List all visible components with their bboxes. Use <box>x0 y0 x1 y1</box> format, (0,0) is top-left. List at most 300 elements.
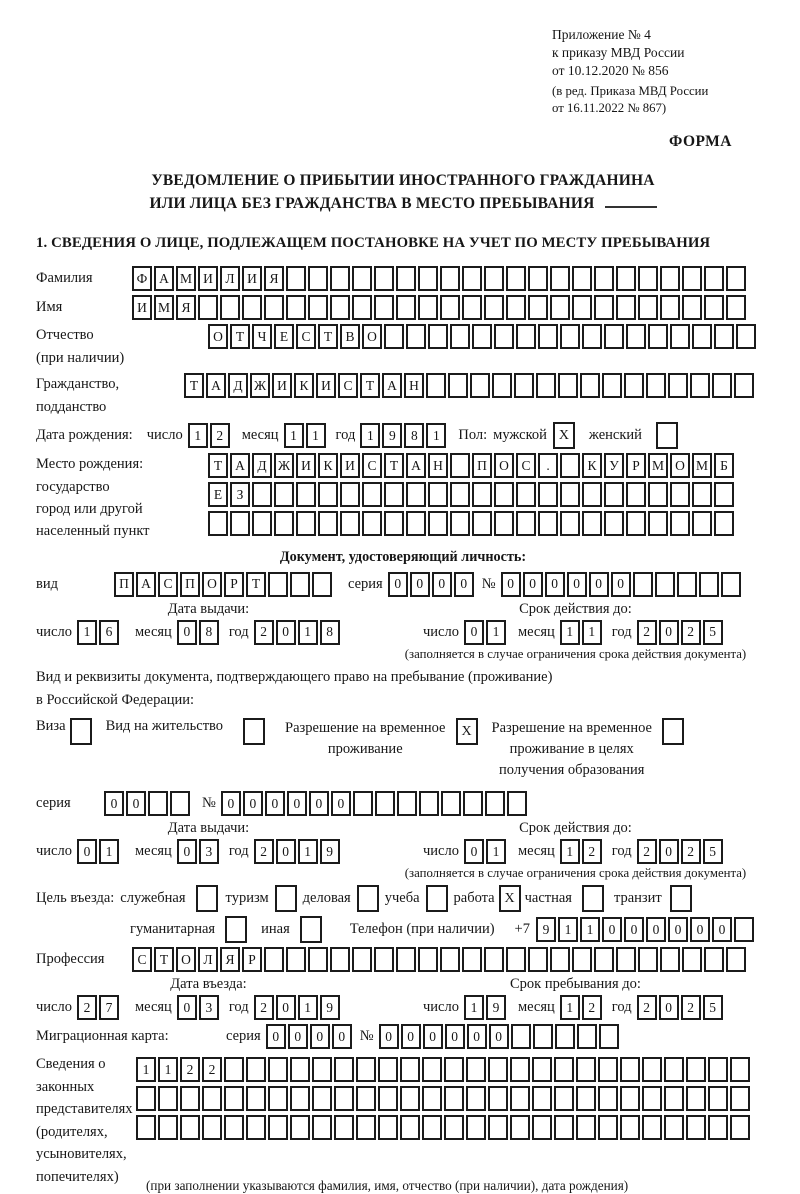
char-cell[interactable] <box>246 1115 266 1140</box>
char-cell[interactable] <box>604 482 624 507</box>
char-cell[interactable] <box>356 1086 376 1111</box>
char-cell[interactable] <box>419 791 439 816</box>
char-cell[interactable] <box>375 791 395 816</box>
char-cell[interactable]: 2 <box>254 620 274 645</box>
char-cell[interactable]: У <box>604 453 624 478</box>
char-cell[interactable]: 0 <box>646 917 666 942</box>
char-cell[interactable]: Ж <box>274 453 294 478</box>
char-cell[interactable]: Р <box>626 453 646 478</box>
char-cell[interactable] <box>510 1057 530 1082</box>
char-cell[interactable] <box>180 1115 200 1140</box>
char-cell[interactable] <box>594 295 614 320</box>
char-cell[interactable] <box>268 1086 288 1111</box>
char-cell[interactable]: Л <box>220 266 240 291</box>
char-cell[interactable]: С <box>158 572 178 597</box>
char-cell[interactable]: 0 <box>690 917 710 942</box>
char-cell[interactable]: 0 <box>624 917 644 942</box>
char-cell[interactable] <box>598 1115 618 1140</box>
char-cell[interactable]: И <box>198 266 218 291</box>
char-cell[interactable] <box>264 947 284 972</box>
char-cell[interactable] <box>580 373 600 398</box>
char-cell[interactable] <box>334 1057 354 1082</box>
char-cell[interactable] <box>286 295 306 320</box>
char-cell[interactable] <box>660 266 680 291</box>
char-cell[interactable] <box>572 295 592 320</box>
char-cell[interactable]: 0 <box>266 1024 286 1049</box>
char-cell[interactable] <box>384 511 404 536</box>
char-cell[interactable]: 0 <box>501 572 521 597</box>
char-cell[interactable]: 1 <box>486 620 506 645</box>
char-cell[interactable] <box>638 266 658 291</box>
char-cell[interactable] <box>422 1115 442 1140</box>
char-cell[interactable]: Т <box>184 373 204 398</box>
char-cell[interactable] <box>308 295 328 320</box>
char-cell[interactable] <box>506 266 526 291</box>
char-cell[interactable] <box>378 1057 398 1082</box>
char-cell[interactable] <box>638 295 658 320</box>
purpose-humanitarian-checkbox[interactable] <box>225 916 247 943</box>
char-cell[interactable] <box>648 511 668 536</box>
char-cell[interactable] <box>577 1024 597 1049</box>
char-cell[interactable] <box>396 266 416 291</box>
char-cell[interactable]: 0 <box>401 1024 421 1049</box>
char-cell[interactable] <box>296 511 316 536</box>
char-cell[interactable] <box>274 511 294 536</box>
char-cell[interactable] <box>538 511 558 536</box>
char-cell[interactable] <box>472 324 492 349</box>
char-cell[interactable] <box>252 511 272 536</box>
char-cell[interactable] <box>726 295 746 320</box>
char-cell[interactable] <box>712 373 732 398</box>
char-cell[interactable] <box>440 266 460 291</box>
char-cell[interactable]: З <box>230 482 250 507</box>
char-cell[interactable]: К <box>318 453 338 478</box>
char-cell[interactable] <box>444 1057 464 1082</box>
char-cell[interactable] <box>734 373 754 398</box>
char-cell[interactable] <box>268 572 288 597</box>
sex-male-checkbox[interactable]: X <box>553 422 575 449</box>
char-cell[interactable] <box>330 295 350 320</box>
char-cell[interactable] <box>660 295 680 320</box>
char-cell[interactable]: Б <box>714 453 734 478</box>
char-cell[interactable] <box>450 511 470 536</box>
char-cell[interactable] <box>633 572 653 597</box>
char-cell[interactable]: 0 <box>126 791 146 816</box>
char-cell[interactable] <box>642 1086 662 1111</box>
char-cell[interactable]: 9 <box>320 995 340 1020</box>
char-cell[interactable] <box>374 266 394 291</box>
char-cell[interactable]: Я <box>176 295 196 320</box>
char-cell[interactable]: 1 <box>188 423 208 448</box>
char-cell[interactable] <box>312 1086 332 1111</box>
char-cell[interactable] <box>466 1115 486 1140</box>
char-cell[interactable] <box>620 1057 640 1082</box>
char-cell[interactable] <box>268 1057 288 1082</box>
char-cell[interactable] <box>330 947 350 972</box>
char-cell[interactable]: 0 <box>602 917 622 942</box>
char-cell[interactable] <box>224 1115 244 1140</box>
char-cell[interactable] <box>450 482 470 507</box>
char-cell[interactable] <box>682 266 702 291</box>
char-cell[interactable] <box>400 1057 420 1082</box>
char-cell[interactable]: Д <box>228 373 248 398</box>
char-cell[interactable]: 2 <box>637 839 657 864</box>
char-cell[interactable]: 0 <box>309 791 329 816</box>
char-cell[interactable] <box>318 482 338 507</box>
char-cell[interactable] <box>274 482 294 507</box>
char-cell[interactable]: 0 <box>432 572 452 597</box>
char-cell[interactable]: Ж <box>250 373 270 398</box>
char-cell[interactable] <box>682 295 702 320</box>
char-cell[interactable]: 0 <box>243 791 263 816</box>
char-cell[interactable]: 2 <box>254 839 274 864</box>
char-cell[interactable] <box>560 482 580 507</box>
char-cell[interactable] <box>428 482 448 507</box>
char-cell[interactable]: Т <box>230 324 250 349</box>
char-cell[interactable]: М <box>648 453 668 478</box>
char-cell[interactable] <box>642 1115 662 1140</box>
char-cell[interactable]: 2 <box>681 620 701 645</box>
char-cell[interactable] <box>384 324 404 349</box>
char-cell[interactable] <box>422 1057 442 1082</box>
char-cell[interactable] <box>148 791 168 816</box>
char-cell[interactable]: 0 <box>379 1024 399 1049</box>
char-cell[interactable]: Л <box>198 947 218 972</box>
char-cell[interactable]: 0 <box>589 572 609 597</box>
char-cell[interactable]: 1 <box>560 839 580 864</box>
char-cell[interactable] <box>528 295 548 320</box>
char-cell[interactable] <box>582 324 602 349</box>
char-cell[interactable] <box>400 1115 420 1140</box>
char-cell[interactable]: 1 <box>360 423 380 448</box>
char-cell[interactable] <box>677 572 697 597</box>
temp-permit-checkbox[interactable]: X <box>456 718 478 745</box>
char-cell[interactable]: 5 <box>703 620 723 645</box>
char-cell[interactable]: 1 <box>560 620 580 645</box>
char-cell[interactable]: Т <box>154 947 174 972</box>
char-cell[interactable] <box>180 1086 200 1111</box>
char-cell[interactable] <box>362 511 382 536</box>
char-cell[interactable]: А <box>406 453 426 478</box>
char-cell[interactable] <box>507 791 527 816</box>
char-cell[interactable] <box>488 1057 508 1082</box>
char-cell[interactable]: Р <box>224 572 244 597</box>
char-cell[interactable] <box>714 482 734 507</box>
char-cell[interactable]: Я <box>264 266 284 291</box>
char-cell[interactable] <box>506 947 526 972</box>
char-cell[interactable] <box>246 1086 266 1111</box>
char-cell[interactable]: 1 <box>558 917 578 942</box>
char-cell[interactable] <box>560 324 580 349</box>
purpose-official-checkbox[interactable] <box>196 885 218 912</box>
char-cell[interactable] <box>642 1057 662 1082</box>
purpose-transit-checkbox[interactable] <box>670 885 692 912</box>
char-cell[interactable] <box>670 511 690 536</box>
char-cell[interactable] <box>704 266 724 291</box>
char-cell[interactable] <box>492 373 512 398</box>
char-cell[interactable]: К <box>582 453 602 478</box>
char-cell[interactable]: Т <box>246 572 266 597</box>
char-cell[interactable] <box>406 511 426 536</box>
char-cell[interactable] <box>242 295 262 320</box>
char-cell[interactable]: 9 <box>382 423 402 448</box>
char-cell[interactable] <box>692 511 712 536</box>
char-cell[interactable] <box>406 324 426 349</box>
char-cell[interactable]: 0 <box>388 572 408 597</box>
char-cell[interactable] <box>682 947 702 972</box>
char-cell[interactable]: Т <box>384 453 404 478</box>
char-cell[interactable] <box>604 511 624 536</box>
char-cell[interactable] <box>704 947 724 972</box>
char-cell[interactable]: 0 <box>445 1024 465 1049</box>
char-cell[interactable] <box>736 324 756 349</box>
char-cell[interactable]: И <box>296 453 316 478</box>
char-cell[interactable] <box>598 1057 618 1082</box>
char-cell[interactable]: 8 <box>199 620 219 645</box>
char-cell[interactable] <box>396 947 416 972</box>
char-cell[interactable] <box>708 1115 728 1140</box>
char-cell[interactable] <box>198 295 218 320</box>
char-cell[interactable] <box>670 324 690 349</box>
char-cell[interactable] <box>462 295 482 320</box>
char-cell[interactable] <box>704 295 724 320</box>
char-cell[interactable] <box>290 1086 310 1111</box>
char-cell[interactable] <box>463 791 483 816</box>
char-cell[interactable] <box>726 947 746 972</box>
char-cell[interactable] <box>224 1057 244 1082</box>
char-cell[interactable]: А <box>206 373 226 398</box>
char-cell[interactable]: 0 <box>467 1024 487 1049</box>
char-cell[interactable]: 0 <box>410 572 430 597</box>
char-cell[interactable] <box>466 1086 486 1111</box>
char-cell[interactable] <box>594 266 614 291</box>
char-cell[interactable] <box>428 324 448 349</box>
char-cell[interactable] <box>648 324 668 349</box>
char-cell[interactable] <box>664 1086 684 1111</box>
char-cell[interactable]: М <box>154 295 174 320</box>
char-cell[interactable]: Е <box>274 324 294 349</box>
char-cell[interactable] <box>604 324 624 349</box>
char-cell[interactable] <box>384 482 404 507</box>
char-cell[interactable] <box>664 1115 684 1140</box>
char-cell[interactable] <box>356 1115 376 1140</box>
char-cell[interactable] <box>726 266 746 291</box>
char-cell[interactable]: 9 <box>536 917 556 942</box>
char-cell[interactable] <box>576 1115 596 1140</box>
char-cell[interactable]: 2 <box>202 1057 222 1082</box>
char-cell[interactable] <box>418 266 438 291</box>
char-cell[interactable]: 0 <box>567 572 587 597</box>
char-cell[interactable]: С <box>132 947 152 972</box>
char-cell[interactable] <box>396 295 416 320</box>
char-cell[interactable] <box>714 324 734 349</box>
char-cell[interactable] <box>616 947 636 972</box>
purpose-other-checkbox[interactable] <box>300 916 322 943</box>
char-cell[interactable] <box>550 266 570 291</box>
char-cell[interactable] <box>312 1057 332 1082</box>
char-cell[interactable] <box>378 1115 398 1140</box>
char-cell[interactable]: 0 <box>221 791 241 816</box>
char-cell[interactable] <box>626 324 646 349</box>
char-cell[interactable] <box>340 511 360 536</box>
purpose-work-checkbox[interactable]: X <box>499 885 521 912</box>
char-cell[interactable] <box>286 947 306 972</box>
char-cell[interactable] <box>560 511 580 536</box>
char-cell[interactable] <box>655 572 675 597</box>
char-cell[interactable]: 5 <box>703 995 723 1020</box>
char-cell[interactable]: 0 <box>659 839 679 864</box>
char-cell[interactable] <box>620 1086 640 1111</box>
char-cell[interactable]: А <box>230 453 250 478</box>
char-cell[interactable] <box>594 947 614 972</box>
char-cell[interactable] <box>708 1057 728 1082</box>
char-cell[interactable] <box>538 324 558 349</box>
char-cell[interactable]: 9 <box>486 995 506 1020</box>
char-cell[interactable]: Н <box>428 453 448 478</box>
char-cell[interactable] <box>572 266 592 291</box>
char-cell[interactable]: 0 <box>423 1024 443 1049</box>
char-cell[interactable]: О <box>208 324 228 349</box>
char-cell[interactable]: 1 <box>136 1057 156 1082</box>
char-cell[interactable] <box>494 482 514 507</box>
char-cell[interactable]: 0 <box>712 917 732 942</box>
char-cell[interactable] <box>220 295 240 320</box>
char-cell[interactable] <box>558 373 578 398</box>
char-cell[interactable]: 0 <box>489 1024 509 1049</box>
char-cell[interactable] <box>538 482 558 507</box>
char-cell[interactable]: М <box>692 453 712 478</box>
char-cell[interactable] <box>554 1115 574 1140</box>
char-cell[interactable]: . <box>538 453 558 478</box>
char-cell[interactable] <box>576 1057 596 1082</box>
purpose-business-checkbox[interactable] <box>357 885 379 912</box>
char-cell[interactable]: 1 <box>486 839 506 864</box>
char-cell[interactable] <box>532 1057 552 1082</box>
char-cell[interactable] <box>582 482 602 507</box>
char-cell[interactable] <box>352 266 372 291</box>
char-cell[interactable]: И <box>132 295 152 320</box>
char-cell[interactable] <box>516 482 536 507</box>
char-cell[interactable] <box>484 295 504 320</box>
char-cell[interactable] <box>616 295 636 320</box>
char-cell[interactable] <box>516 511 536 536</box>
char-cell[interactable] <box>626 482 646 507</box>
char-cell[interactable]: А <box>154 266 174 291</box>
char-cell[interactable]: 3 <box>199 839 219 864</box>
char-cell[interactable]: 0 <box>276 839 296 864</box>
char-cell[interactable] <box>264 295 284 320</box>
char-cell[interactable] <box>170 791 190 816</box>
char-cell[interactable] <box>374 947 394 972</box>
char-cell[interactable] <box>484 947 504 972</box>
char-cell[interactable]: 0 <box>331 791 351 816</box>
char-cell[interactable]: К <box>294 373 314 398</box>
char-cell[interactable]: 0 <box>104 791 124 816</box>
char-cell[interactable] <box>318 511 338 536</box>
char-cell[interactable]: 0 <box>276 620 296 645</box>
char-cell[interactable] <box>533 1024 553 1049</box>
char-cell[interactable]: Н <box>404 373 424 398</box>
char-cell[interactable]: 0 <box>287 791 307 816</box>
char-cell[interactable] <box>620 1115 640 1140</box>
char-cell[interactable] <box>230 511 250 536</box>
char-cell[interactable] <box>353 791 373 816</box>
char-cell[interactable]: 1 <box>298 620 318 645</box>
char-cell[interactable]: 0 <box>177 839 197 864</box>
char-cell[interactable]: 0 <box>310 1024 330 1049</box>
char-cell[interactable] <box>470 373 490 398</box>
char-cell[interactable] <box>560 453 580 478</box>
char-cell[interactable]: С <box>516 453 536 478</box>
char-cell[interactable] <box>422 1086 442 1111</box>
char-cell[interactable] <box>576 1086 596 1111</box>
char-cell[interactable]: 1 <box>284 423 304 448</box>
char-cell[interactable]: О <box>670 453 690 478</box>
char-cell[interactable] <box>444 1086 464 1111</box>
char-cell[interactable] <box>734 917 754 942</box>
char-cell[interactable]: Р <box>242 947 262 972</box>
residence-permit-checkbox[interactable] <box>243 718 265 745</box>
char-cell[interactable] <box>418 295 438 320</box>
char-cell[interactable] <box>397 791 417 816</box>
char-cell[interactable] <box>550 295 570 320</box>
char-cell[interactable] <box>730 1086 750 1111</box>
char-cell[interactable] <box>296 482 316 507</box>
char-cell[interactable]: 0 <box>668 917 688 942</box>
char-cell[interactable]: 0 <box>288 1024 308 1049</box>
char-cell[interactable]: П <box>472 453 492 478</box>
char-cell[interactable]: Т <box>360 373 380 398</box>
char-cell[interactable] <box>426 373 446 398</box>
char-cell[interactable] <box>462 947 482 972</box>
char-cell[interactable]: П <box>180 572 200 597</box>
char-cell[interactable] <box>158 1086 178 1111</box>
char-cell[interactable] <box>690 373 710 398</box>
char-cell[interactable]: П <box>114 572 134 597</box>
char-cell[interactable]: 0 <box>332 1024 352 1049</box>
char-cell[interactable] <box>246 1057 266 1082</box>
char-cell[interactable] <box>510 1086 530 1111</box>
char-cell[interactable] <box>334 1115 354 1140</box>
char-cell[interactable] <box>686 1086 706 1111</box>
char-cell[interactable] <box>638 947 658 972</box>
char-cell[interactable] <box>646 373 666 398</box>
char-cell[interactable] <box>624 373 644 398</box>
char-cell[interactable]: 0 <box>659 620 679 645</box>
char-cell[interactable]: 2 <box>77 995 97 1020</box>
char-cell[interactable] <box>340 482 360 507</box>
char-cell[interactable] <box>374 295 394 320</box>
char-cell[interactable]: Т <box>208 453 228 478</box>
char-cell[interactable] <box>514 373 534 398</box>
char-cell[interactable] <box>466 1057 486 1082</box>
char-cell[interactable] <box>532 1115 552 1140</box>
char-cell[interactable]: 6 <box>99 620 119 645</box>
char-cell[interactable]: 1 <box>77 620 97 645</box>
char-cell[interactable]: 0 <box>659 995 679 1020</box>
char-cell[interactable] <box>494 324 514 349</box>
purpose-private-checkbox[interactable] <box>582 885 604 912</box>
char-cell[interactable]: А <box>382 373 402 398</box>
char-cell[interactable] <box>686 1057 706 1082</box>
char-cell[interactable]: 1 <box>298 839 318 864</box>
char-cell[interactable]: 1 <box>582 620 602 645</box>
char-cell[interactable] <box>616 266 636 291</box>
char-cell[interactable] <box>352 947 372 972</box>
char-cell[interactable] <box>308 266 328 291</box>
char-cell[interactable] <box>462 266 482 291</box>
char-cell[interactable] <box>450 324 470 349</box>
